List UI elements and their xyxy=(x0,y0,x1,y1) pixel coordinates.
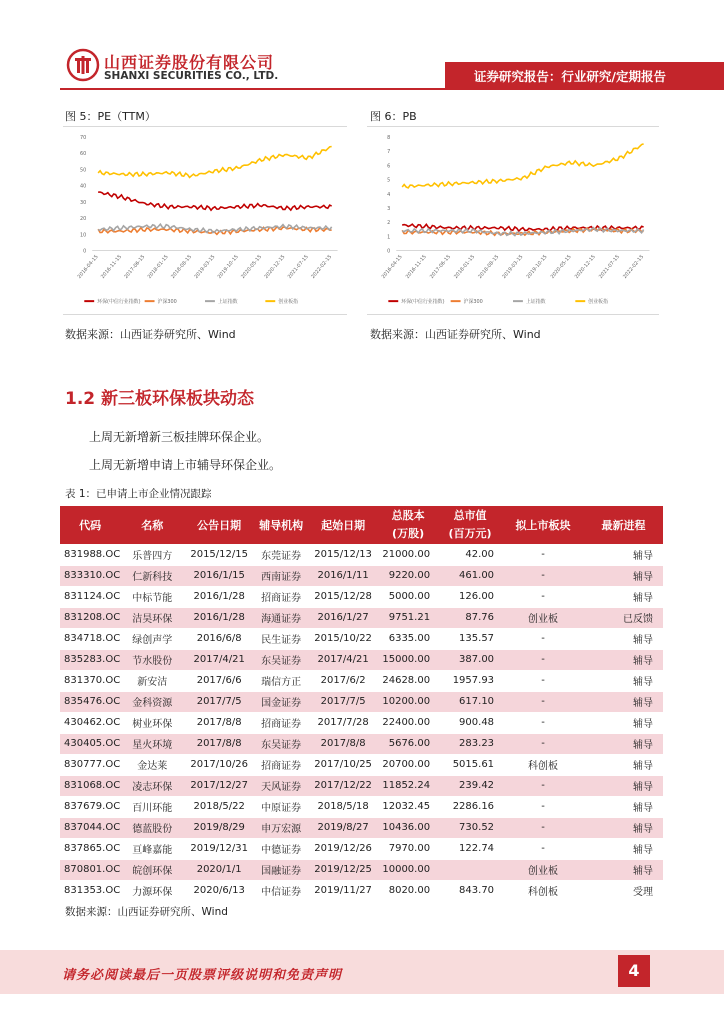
report-type: 证券研究报告：行业研究/定期报告 xyxy=(473,69,666,84)
cell-total-shares: 6335.00 xyxy=(378,628,438,649)
x-tick-label: 2019-10-15 xyxy=(525,254,549,280)
y-tick-label: 8 xyxy=(387,134,391,141)
cell-board: - xyxy=(502,649,584,670)
cell-total-shares: 10000.00 xyxy=(378,859,438,880)
company-name-en: SHANXI SECURITIES CO., LTD. xyxy=(104,70,279,82)
x-tick-label: 2021-07-15 xyxy=(597,254,621,280)
cell-start-date: 2019/11/27 xyxy=(308,880,378,901)
cell-progress: 辅导 xyxy=(584,670,663,691)
y-tick-label: 10 xyxy=(79,232,87,239)
legend-label: 沪深300 xyxy=(157,299,177,306)
cell-name: 中标节能 xyxy=(120,586,184,607)
table-row xyxy=(60,712,663,733)
cell-progress: 辅导 xyxy=(584,838,663,859)
figure-6-source: 数据来源：山西证券研究所、Wind xyxy=(370,328,541,341)
cell-name: 凌志环保 xyxy=(120,775,184,796)
cell-board: - xyxy=(502,628,584,649)
cell-total-shares: 12032.45 xyxy=(378,796,438,817)
cell-progress: 辅导 xyxy=(584,775,663,796)
cell-board: 创业板 xyxy=(502,859,584,880)
cell-code: 837865.OC xyxy=(60,838,120,859)
cell-name: 洁昊环保 xyxy=(120,607,184,628)
cell-progress: 辅导 xyxy=(584,712,663,733)
cell-total-shares: 11852.24 xyxy=(378,775,438,796)
legend-label: 环保(中信行业指数) xyxy=(97,299,141,306)
cell-name: 仁新科技 xyxy=(120,565,184,586)
table-row xyxy=(60,880,663,901)
figure-6-caption: 图 6：PB xyxy=(370,110,417,123)
legend-label: 上证指数 xyxy=(217,299,238,306)
cell-market-cap: 87.76 xyxy=(438,607,502,628)
cell-announce-date: 2016/1/28 xyxy=(184,607,254,628)
cell-advisor: 中原证券 xyxy=(254,796,308,817)
table-row xyxy=(60,649,663,670)
cell-code: 835283.OC xyxy=(60,649,120,670)
y-tick-label: 30 xyxy=(79,199,87,206)
figure-5-caption: 图 5：PE（TTM） xyxy=(65,110,156,123)
table-caption: 表 1：已申请上市企业情况跟踪 xyxy=(65,488,212,500)
cell-advisor: 东吴证券 xyxy=(254,733,308,754)
cell-start-date: 2017/7/5 xyxy=(308,691,378,712)
cell-code: 831208.OC xyxy=(60,607,120,628)
cell-code: 870801.OC xyxy=(60,859,120,880)
table-row xyxy=(60,628,663,649)
x-tick-label: 2016-04-15 xyxy=(380,254,404,280)
figure-6-chart xyxy=(367,126,659,315)
cell-code: 831353.OC xyxy=(60,880,120,901)
y-tick-label: 70 xyxy=(79,134,87,141)
table-row xyxy=(60,586,663,607)
cell-total-shares: 21000.00 xyxy=(378,544,438,565)
x-tick-label: 2019-03-15 xyxy=(193,254,217,280)
cell-total-shares: 9751.21 xyxy=(378,607,438,628)
cell-code: 831370.OC xyxy=(60,670,120,691)
disclaimer-text: 请务必阅读最后一页股票评级说明和免责声明 xyxy=(62,968,343,983)
x-tick-label: 2022-02-15 xyxy=(622,254,646,280)
cell-start-date: 2016/1/11 xyxy=(308,565,378,586)
cell-name: 力源环保 xyxy=(120,880,184,901)
y-tick-label: 6 xyxy=(387,163,391,170)
legend-label: 创业板指 xyxy=(588,299,608,306)
cell-name: 皖创环保 xyxy=(120,859,184,880)
cell-name: 金达莱 xyxy=(120,754,184,775)
section-title: 1.2 新三板环保板块动态 xyxy=(65,389,255,409)
cell-board: - xyxy=(502,796,584,817)
cell-advisor: 瑞信方正 xyxy=(254,670,308,691)
cell-name: 新安洁 xyxy=(120,670,184,691)
cell-announce-date: 2020/6/13 xyxy=(184,880,254,901)
cell-code: 430405.OC xyxy=(60,733,120,754)
x-tick-label: 2020-05-15 xyxy=(549,254,573,280)
cell-market-cap: 900.48 xyxy=(438,712,502,733)
cell-advisor: 招商证券 xyxy=(254,712,308,733)
cell-progress: 辅导 xyxy=(584,754,663,775)
cell-start-date: 2017/6/2 xyxy=(308,670,378,691)
cell-total-shares: 22400.00 xyxy=(378,712,438,733)
cell-total-shares: 10436.00 xyxy=(378,817,438,838)
company-logo-icon xyxy=(66,48,100,82)
x-tick-label: 2016-11-15 xyxy=(404,254,428,280)
table-row xyxy=(60,733,663,754)
cell-advisor: 国金证券 xyxy=(254,691,308,712)
cell-board: - xyxy=(502,691,584,712)
cell-progress: 辅导 xyxy=(584,691,663,712)
cell-name: 德蓝股份 xyxy=(120,817,184,838)
cell-total-shares: 5676.00 xyxy=(378,733,438,754)
cell-code: 430462.OC xyxy=(60,712,120,733)
cell-progress: 辅导 xyxy=(584,565,663,586)
paragraph-1: 上周无新增新三板挂牌环保企业。 xyxy=(89,430,270,444)
pb-chart xyxy=(367,127,659,314)
cell-market-cap: 122.74 xyxy=(438,838,502,859)
cell-board: - xyxy=(502,838,584,859)
cell-total-shares: 10200.00 xyxy=(378,691,438,712)
y-tick-label: 0 xyxy=(83,248,87,255)
x-tick-label: 2016-04-15 xyxy=(76,254,100,280)
company-name-cn: 山西证券股份有限公司 xyxy=(104,53,275,72)
cell-progress: 辅导 xyxy=(584,817,663,838)
x-tick-label: 2018-08-15 xyxy=(170,254,194,280)
y-tick-label: 2 xyxy=(387,220,391,227)
ipo-tracking-table xyxy=(60,506,663,902)
cell-total-shares: 24628.00 xyxy=(378,670,438,691)
page-footer xyxy=(0,950,724,994)
cell-announce-date: 2017/8/8 xyxy=(184,733,254,754)
cell-advisor: 西南证券 xyxy=(254,565,308,586)
x-tick-label: 2018-08-15 xyxy=(477,254,501,280)
cell-name: 星火环境 xyxy=(120,733,184,754)
cell-advisor: 国融证券 xyxy=(254,859,308,880)
x-tick-label: 2020-12-15 xyxy=(263,254,287,280)
cell-announce-date: 2019/8/29 xyxy=(184,817,254,838)
x-tick-label: 2020-05-15 xyxy=(240,254,264,280)
paragraph-2: 上周无新增申请上市辅导环保企业。 xyxy=(89,458,282,472)
cell-market-cap: 387.00 xyxy=(438,649,502,670)
cell-advisor: 中信证券 xyxy=(254,880,308,901)
cell-start-date: 2019/12/26 xyxy=(308,838,378,859)
cell-board: - xyxy=(502,712,584,733)
cell-start-date: 2017/10/25 xyxy=(308,754,378,775)
cell-announce-date: 2017/7/5 xyxy=(184,691,254,712)
page-number: 4 xyxy=(618,955,650,987)
table-row xyxy=(60,754,663,775)
cell-announce-date: 2016/1/28 xyxy=(184,586,254,607)
cell-market-cap: 2286.16 xyxy=(438,796,502,817)
cell-market-cap: 283.23 xyxy=(438,733,502,754)
cell-code: 833310.OC xyxy=(60,565,120,586)
cell-name: 亘峰嘉能 xyxy=(120,838,184,859)
table-row xyxy=(60,817,663,838)
x-tick-label: 2016-11-15 xyxy=(99,254,124,280)
legend-label: 创业板指 xyxy=(278,299,298,306)
y-tick-label: 50 xyxy=(79,167,87,174)
cell-advisor: 招商证券 xyxy=(254,586,308,607)
cell-announce-date: 2019/12/31 xyxy=(184,838,254,859)
x-tick-label: 2019-10-15 xyxy=(216,254,240,280)
cell-progress: 辅导 xyxy=(584,859,663,880)
legend-label: 沪深300 xyxy=(463,299,483,306)
cell-total-shares: 5000.00 xyxy=(378,586,438,607)
cell-market-cap xyxy=(438,859,502,880)
cell-progress: 辅导 xyxy=(584,649,663,670)
cell-board: 科创板 xyxy=(502,880,584,901)
table-row xyxy=(60,691,663,712)
header-divider xyxy=(60,88,724,90)
col-header-start-date: 起始日期 xyxy=(308,506,378,544)
cell-announce-date: 2016/1/15 xyxy=(184,565,254,586)
page-header xyxy=(0,0,724,95)
cell-announce-date: 2017/10/26 xyxy=(184,754,254,775)
cell-name: 金科资源 xyxy=(120,691,184,712)
table-source: 数据来源：山西证券研究所、Wind xyxy=(65,906,228,918)
table-row xyxy=(60,796,663,817)
x-tick-label: 2017-06-15 xyxy=(123,254,147,280)
cell-board: - xyxy=(502,670,584,691)
col-header-total-shares: 总股本 (万股) xyxy=(378,506,438,544)
series-line xyxy=(98,192,332,210)
cell-start-date: 2017/8/8 xyxy=(308,733,378,754)
series-line xyxy=(98,224,332,232)
cell-market-cap: 135.57 xyxy=(438,628,502,649)
cell-market-cap: 730.52 xyxy=(438,817,502,838)
cell-announce-date: 2017/12/27 xyxy=(184,775,254,796)
pe-chart xyxy=(63,127,347,314)
cell-total-shares: 15000.00 xyxy=(378,649,438,670)
table-row xyxy=(60,670,663,691)
figure-5-source: 数据来源：山西证券研究所、Wind xyxy=(65,328,236,341)
cell-board: - xyxy=(502,586,584,607)
y-tick-label: 0 xyxy=(387,248,391,255)
col-header-advisor: 辅导机构 xyxy=(254,506,308,544)
cell-market-cap: 126.00 xyxy=(438,586,502,607)
cell-board: 科创板 xyxy=(502,754,584,775)
cell-board: - xyxy=(502,775,584,796)
cell-market-cap: 1957.93 xyxy=(438,670,502,691)
cell-market-cap: 42.00 xyxy=(438,544,502,565)
cell-progress: 辅导 xyxy=(584,628,663,649)
cell-announce-date: 2017/6/6 xyxy=(184,670,254,691)
cell-progress: 辅导 xyxy=(584,796,663,817)
x-tick-label: 2018-01-15 xyxy=(146,254,170,280)
cell-announce-date: 2017/8/8 xyxy=(184,712,254,733)
cell-market-cap: 617.10 xyxy=(438,691,502,712)
cell-announce-date: 2018/5/22 xyxy=(184,796,254,817)
cell-advisor: 东吴证券 xyxy=(254,649,308,670)
cell-start-date: 2016/1/27 xyxy=(308,607,378,628)
y-tick-label: 4 xyxy=(387,191,391,198)
x-tick-label: 2021-07-15 xyxy=(286,254,310,280)
cell-start-date: 2017/12/22 xyxy=(308,775,378,796)
y-tick-label: 1 xyxy=(387,234,391,241)
cell-announce-date: 2017/4/21 xyxy=(184,649,254,670)
cell-market-cap: 843.70 xyxy=(438,880,502,901)
table-row xyxy=(60,565,663,586)
cell-advisor: 天风证券 xyxy=(254,775,308,796)
cell-announce-date: 2016/6/8 xyxy=(184,628,254,649)
table-row xyxy=(60,775,663,796)
cell-progress: 辅导 xyxy=(584,586,663,607)
cell-code: 831068.OC xyxy=(60,775,120,796)
cell-start-date: 2015/10/22 xyxy=(308,628,378,649)
cell-start-date: 2019/8/27 xyxy=(308,817,378,838)
series-line xyxy=(402,144,643,188)
col-header-board: 拟上市板块 xyxy=(502,506,584,544)
cell-start-date: 2019/12/25 xyxy=(308,859,378,880)
y-tick-label: 7 xyxy=(387,149,391,156)
cell-start-date: 2018/5/18 xyxy=(308,796,378,817)
cell-start-date: 2017/7/28 xyxy=(308,712,378,733)
cell-advisor: 海通证券 xyxy=(254,607,308,628)
cell-total-shares: 8020.00 xyxy=(378,880,438,901)
cell-market-cap: 5015.61 xyxy=(438,754,502,775)
cell-code: 831988.OC xyxy=(60,544,120,565)
table-header-row xyxy=(60,506,663,544)
cell-name: 绿创声学 xyxy=(120,628,184,649)
y-tick-label: 5 xyxy=(387,177,391,184)
cell-total-shares: 7970.00 xyxy=(378,838,438,859)
col-header-announce-date: 公告日期 xyxy=(184,506,254,544)
y-tick-label: 3 xyxy=(387,205,391,212)
cell-market-cap: 461.00 xyxy=(438,565,502,586)
cell-start-date: 2015/12/13 xyxy=(308,544,378,565)
cell-code: 835476.OC xyxy=(60,691,120,712)
x-tick-label: 2017-06-15 xyxy=(428,254,453,280)
table-row xyxy=(60,859,663,880)
legend-label: 环保(中信行业指数) xyxy=(401,299,445,306)
cell-advisor: 民生证券 xyxy=(254,628,308,649)
y-tick-label: 40 xyxy=(79,183,87,190)
table-row xyxy=(60,607,663,628)
cell-advisor: 东莞证券 xyxy=(254,544,308,565)
cell-progress: 已反馈 xyxy=(584,607,663,628)
x-tick-label: 2020-12-15 xyxy=(573,254,597,280)
figure-5-chart xyxy=(63,126,347,315)
col-header-market-cap: 总市值 (百万元) xyxy=(438,506,502,544)
col-header-progress: 最新进程 xyxy=(584,506,663,544)
series-line xyxy=(98,146,332,177)
cell-name: 节水股份 xyxy=(120,649,184,670)
cell-name: 树业环保 xyxy=(120,712,184,733)
cell-market-cap: 239.42 xyxy=(438,775,502,796)
cell-board: 创业板 xyxy=(502,607,584,628)
cell-start-date: 2015/12/28 xyxy=(308,586,378,607)
col-header-code: 代码 xyxy=(60,506,120,544)
cell-board: - xyxy=(502,544,584,565)
col-header-name: 名称 xyxy=(120,506,184,544)
cell-announce-date: 2020/1/1 xyxy=(184,859,254,880)
cell-progress: 辅导 xyxy=(584,544,663,565)
cell-board: - xyxy=(502,565,584,586)
cell-name: 乐普四方 xyxy=(120,544,184,565)
x-tick-label: 2019-03-15 xyxy=(501,254,525,280)
cell-code: 837679.OC xyxy=(60,796,120,817)
cell-total-shares: 20700.00 xyxy=(378,754,438,775)
cell-total-shares: 9220.00 xyxy=(378,565,438,586)
x-tick-label: 2022-02-15 xyxy=(310,254,334,280)
cell-code: 831124.OC xyxy=(60,586,120,607)
cell-advisor: 申万宏源 xyxy=(254,817,308,838)
cell-advisor: 招商证券 xyxy=(254,754,308,775)
legend-label: 上证指数 xyxy=(525,299,546,306)
cell-start-date: 2017/4/21 xyxy=(308,649,378,670)
cell-progress: 辅导 xyxy=(584,733,663,754)
y-tick-label: 20 xyxy=(79,216,87,223)
cell-code: 837044.OC xyxy=(60,817,120,838)
x-tick-label: 2018-01-15 xyxy=(453,254,477,280)
cell-board: - xyxy=(502,733,584,754)
cell-announce-date: 2015/12/15 xyxy=(184,544,254,565)
table-row xyxy=(60,544,663,565)
cell-name: 百川环能 xyxy=(120,796,184,817)
cell-advisor: 中德证券 xyxy=(254,838,308,859)
cell-board: - xyxy=(502,817,584,838)
report-type-bar xyxy=(445,62,724,88)
cell-progress: 受理 xyxy=(584,880,663,901)
y-tick-label: 60 xyxy=(79,151,87,158)
cell-code: 830777.OC xyxy=(60,754,120,775)
cell-code: 834718.OC xyxy=(60,628,120,649)
table-row xyxy=(60,838,663,859)
